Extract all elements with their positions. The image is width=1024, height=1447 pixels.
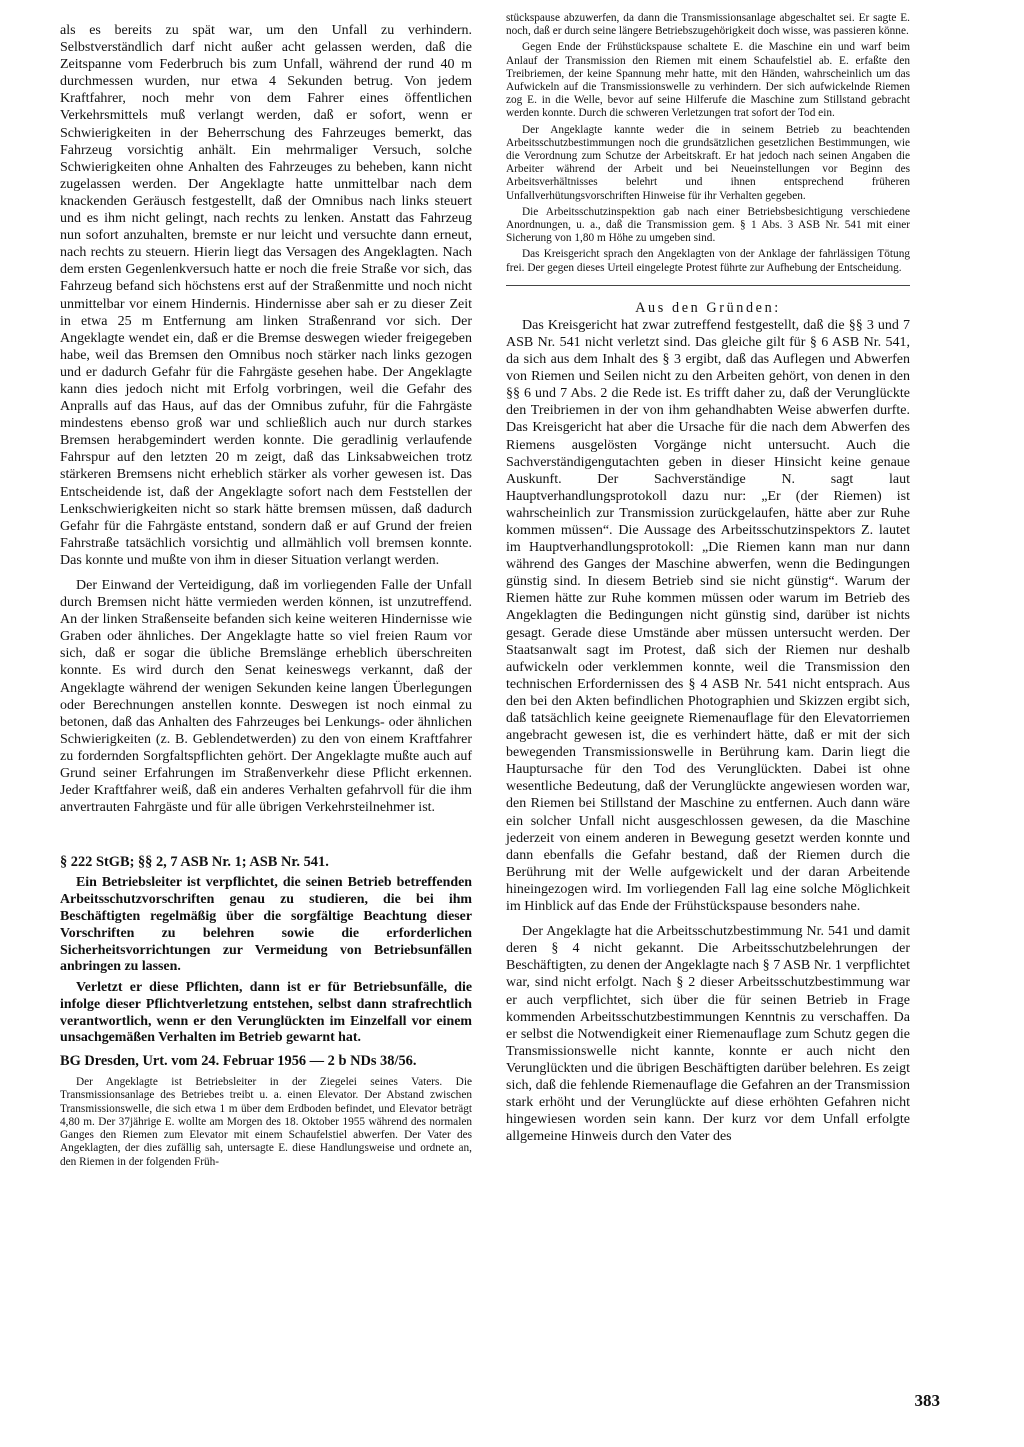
page-number: 383 [914, 1391, 940, 1410]
facts-paragraph: Der Angeklagte kannte weder die in seinem Betrieb zu beachtenden Arbeitsschutzbestimmungen noch die grundsätzlichen gesetzlichen Bestimmungen, wie die Verordnung zum Schutze der Arbeitskraft. Er hat jedoch nach seinen Angaben die Arbeiter während der Arbeit und bei Neueinstellungen vor Beginn des Arbeitsverhältnisses belehrt und ihnen entsprechend früheren Unfallverhütungsvorschriften Hinweise für ihr Verhalten gegeben. [506, 123, 910, 202]
paragraph: Der Angeklagte hat die Arbeitsschutzbestimmung Nr. 541 und damit deren § 4 nicht gekannt. Die Arbeitsschutzbelehrungen der Beschäftigten, zu denen der Angeklagte nach § 7 ASB Nr. 1 verpflichtet war, sind nicht erfolgt. Nach § 2 dieser Arbeitsschutzbestimmung war er auch verpflichtet, sich über die für seinen Betrieb in Frage kommenden Arbeitsschutzbestimmungen Kenntnis zu verschaffen. Da er selbst die Notwendigkeit einer Riemenauflage zum Schutz gegen die Transmissionswelle nicht kannte, konnte er auch nicht den Verunglückten und die übrigen Beschäftigten darüber belehren. Es zeigt sich, daß die fehlende Riemenauflage die Gefahren an der Transmission stark erhöht und der Verunglückte auf diese erhöhten Gefahren nicht hingewiesen worden sein kann. Der kurz vor dem Unfall erfolgte allgemeine Hinweis durch den Vater des [506, 924, 910, 1145]
facts-paragraph: Der Angeklagte ist Betriebsleiter in der Ziegelei seines Vaters. Die Transmissionsanlage des Betriebes treibt u. a. einen Elevator. Der Abstand zwischen Transmissionswelle, die sich etwa 1 m über dem Erdboden befindet, und Elevator beträgt 4,80 m. Der 37jährige E. wollte am Morgen des 18. Oktober 1955 während des normalen Ganges den Riemen zum Elevator mit einem Schaufelstiel abwerfen. Der Vater des Angeklagten, der dies zufällig sah, untersagte E. diese Handlungsweise und ordnete an, den Riemen in der folgenden Früh- [60, 1076, 472, 1168]
facts-paragraph: stückspause abzuwerfen, da dann die Transmissionsanlage abgeschaltet sei. Er sagte E. noch, daß er durch seine längere Betriebszugehörigkeit doch wisse, was passieren könne. [506, 12, 910, 38]
paragraph: Das Kreisgericht hat zwar zutreffend festgestellt, daß die §§ 3 und 7 ASB Nr. 541 nicht verletzt sind. Das gleiche gilt für § 6 ASB Nr. 541, da sich aus dem Inhalt des § 3 ergibt, daß das Auflegen und Abwerfen von Riemen und Seilen nicht zu den Arbeiten gehört, von denen in den §§ 6 und 7 Abs. 2 die Rede ist. Es trifft daher zu, daß der Verunglückte den Treibriemen in der von ihm gehandhabten Weise abwerfen durfte. Das Kreisgericht hat aber die Ursache für die nach dem Abwerfen des Riemens ausgelösten Vorgänge nicht untersucht. Auch die Sachverständigengutachten geben in dieser Hinsicht keine genaue Auskunft. Der Sachverständige N. sagt laut Hauptverhandlungsprotokoll dazu nur: „Er (der Riemen) ist wahrscheinlich zur Transmission zurückgelaufen, hätte aber zur Ruhe kommen müssen“. Die Aussage des Arbeitsschutzinspektors Z. lautet im Hauptverhandlungsprotokoll: „Die Riemen kann man nur dann während des Ganges der Maschine abwerfen, wenn die Bedingungen günstig sind. In diesem Betrieb sind sie nicht günstig“. Warum der Riemen hätte zur Ruhe kommen müssen oder warum im Betrieb des Angeklagten die Bedingungen nicht günstig sind, darüber ist nichts gesagt. Gerade diese Umstände aber müssen untersucht werden. Der Staatsanwalt sagt im Protest, daß sich der Riemen nur deshalb aufwickeln oder verklemmen konnte, weil die Transmission den technischen Erfordernissen des § 4 ASB Nr. 541 nicht entsprach. Aus den bei den Akten befindlichen Photographien und Skizzen ergibt sich, daß tatsächlich keine geeignete Riemenauflage für den Elevatorriemen angebracht gewesen ist, die es verhindert hätte, daß er mit der sich bewegenden Transmissionswelle in Berührung kam. Darin liegt die Hauptursache für den Tod des Verunglückten. Dabei ist ohne wesentliche Bedeutung, daß der Verunglückte angewiesen worden war, den Riemen bei Stillstand der Maschine zu entfernen. Auch dann wäre ein solcher Unfall nicht ausgeschlossen gewesen, da die Maschine jederzeit von einem anderen in Bewegung gesetzt werden konnte und dann ebenfalls die Gefahr bestand, daß der Riemen durch die Berührung mit der Welle aufgewickelt und der daran Arbeitende hineingezogen wird. Im vorliegenden Fall lag eine solche Möglichkeit im Hinblick auf das Ende der Frühstückspause besonders nahe. [506, 317, 910, 915]
facts-paragraph: Gegen Ende der Frühstückspause schaltete E. die Maschine ein und warf beim Anlauf der Transmission den Riemen mit einem Schaufelstiel ab. E. erfaßte den Treibriemen, der keine Spannung mehr hatte, mit den Händen, wahrscheinlich um das Aufwickeln auf die Transmissionswelle zu verhindern. Der sich aufwickelnde Riemen zog E. in die Welle, bevor auf seine Hilferufe die Maschine zum Stillstand gebracht werden konnte. Durch die schweren Verletzungen trat sofort der Tod ein. [506, 41, 910, 120]
court-citation: BG Dresden, Urt. vom 24. Februar 1956 — 2 b NDs 38/56. [60, 1053, 417, 1070]
section-heading: § 222 StGB; §§ 2, 7 ASB Nr. 1; ASB Nr. 541. [60, 854, 329, 871]
headnote: Ein Betriebsleiter ist verpflichtet, die seinen Betrieb betreffenden Arbeitsschutzvorschriften genau zu studieren, die bei ihm Beschäftigten regelmäßig über die sorgfältige Beachtung dieser Vorschriften zu belehren sowie die erforderlichen Sicherheitsvorrichtungen zur Vermeidung von Betriebsunfällen anbringen zu lassen. [60, 875, 472, 975]
facts-paragraph: Die Arbeitsschutzinspektion gab nach einer Betriebsbesichtigung verschiedene Anordnungen, u. a., daß die Transmission gem. § 1 Abs. 3 ASB Nr. 541 mit einer Sicherung von 1,80 m Höhe zu umgeben sind. [506, 205, 910, 245]
facts-paragraph: Das Kreisgericht sprach den Angeklagten von der Anklage der fahrlässigen Tötung frei. Der gegen dieses Urteil eingelegte Protest führte zur Aufhebung der Entscheidung. [506, 248, 910, 274]
paragraph: als es bereits zu spät war, um den Unfall zu verhindern. Selbstverständlich darf nicht außer acht gelassen werden, daß die Zeitspanne vom Federbruch bis zum Unfall, während der rund 40 m durchmessen wurden, nur etwa 4 Sekunden betrug. Von jedem Kraftfahrer, noch mehr von dem Fahrer eines öffentlichen Verkehrsmittels muß verlangt werden, daß er sofort, wenn er Schwierigkeiten in der Beherrschung des Fahrzeuges bemerkt, das Fahrzeug vorsichtig anhält. Ein mehrmaliger Versuch, solche Schwierigkeiten ohne Anhalten des Fahrzeuges zu beheben, kann nicht zugelassen werden. Der Angeklagte hatte unmittelbar nach dem knackenden Geräusch festgestellt, daß der Omnibus nach links steuert und es ihm nicht gelingt, nach rechts zu lenken. Anstatt das Fahrzeug nun sofort anzuhalten, bremste er nur leicht und versuchte dann erneut, nach rechts zu steuern. Hierin liegt das Versagen des Angeklagten. Nach dem ersten Gegenlenkversuch hatte er noch die freie Straße vor sich, das Fahrzeug befand sich höchstens erst auf der Straßenmitte und noch nicht unmittelbar vor einem Hindernis. Hindernisse aber sah er zu dieser Zeit in etwa 25 m Entfernung am linken Straßenrand vor sich. Der Angeklagte wendet ein, daß er die Bremse deswegen wieder freigegeben habe, weil das Bremsen den Omnibus noch stärker nach links gezogen und er dadurch Gefahr für die Fahrgäste gesehen habe. Der Angeklagte kann dies jedoch nicht mit Erfolg vorbringen, weil die Gefahr des Anpralls auf das Haus, auf das der Omnibus zufuhr, für die Fahrgäste mindestens ebenso groß war und schließlich auch nur durch starkes Bremsen herabgemindert werden konnte. Die geradlinig verlaufende Fahrspur auf den letzten 20 m zeigt, daß das Linksabweichen trotz stärkeren Bremsens nicht erheblich stärker als vorher gewesen ist. Das Entscheidende ist, daß der Angeklagte sofort nach dem Feststellen der Lenkschwierigkeiten nicht so stark hätte bremsen müssen, daß dadurch Gefahr für die Fahrgäste entstand, sondern daß er auf Grund der freien Fahrstraße tatsächlich vorsichtig und allmählich voll bremsen konnte. Das konnte und mußte von ihm in dieser Situation verlangt werden. [60, 23, 472, 568]
headnote: Verletzt er diese Pflichten, dann ist er für Betriebsunfälle, die infolge dieser Pflichtverletzung entstehen, selbst dann strafrechtlich verantwortlich, wenn er den Verunglückten im Einzelfall vor einem unsachgemäßen Verhalten im Betrieb gewarnt hat. [60, 980, 472, 1046]
reasons-heading: Aus den Gründen: [635, 299, 781, 316]
paragraph: Der Einwand der Verteidigung, daß im vorliegenden Falle der Unfall durch Bremsen nicht hätte vermieden werden können, ist unzutreffend. An der linken Straßenseite befanden sich keine weiteren Hindernisse wie Graben oder ähnliches. Der Angeklagte hatte so viel freien Raum vor sich, daß er sogar die übliche Bremslänge erheblich überschreiten konnte. Es wird durch den Senat keineswegs verkannt, daß der Angeklagte während der wenigen Sekunden keine langen Überlegungen oder Berechnungen anstellen konnte. Deswegen ist noch einmal zu betonen, daß das Anhalten des Fahrzeuges bei Lenkungs- oder ähnlichen Schwierigkeiten (z. B. Geblendetwerden) zu den von einem Kraftfahrer zu fordernden Sorgfaltspflichten gehört. Der Angeklagte mußte auch auf Grund seiner Erfahrungen im Straßenverkehr diese Pflicht erkennen. Jeder Kraftfahrer weiß, daß ein anderes Verhalten gefahrvoll für die ihm anvertrauten Fahrgäste und für alle übrigen Verkehrsteilnehmer ist. [60, 578, 472, 816]
right-column [506, 12, 910, 1145]
left-column [60, 22, 472, 1172]
divider [506, 285, 910, 286]
